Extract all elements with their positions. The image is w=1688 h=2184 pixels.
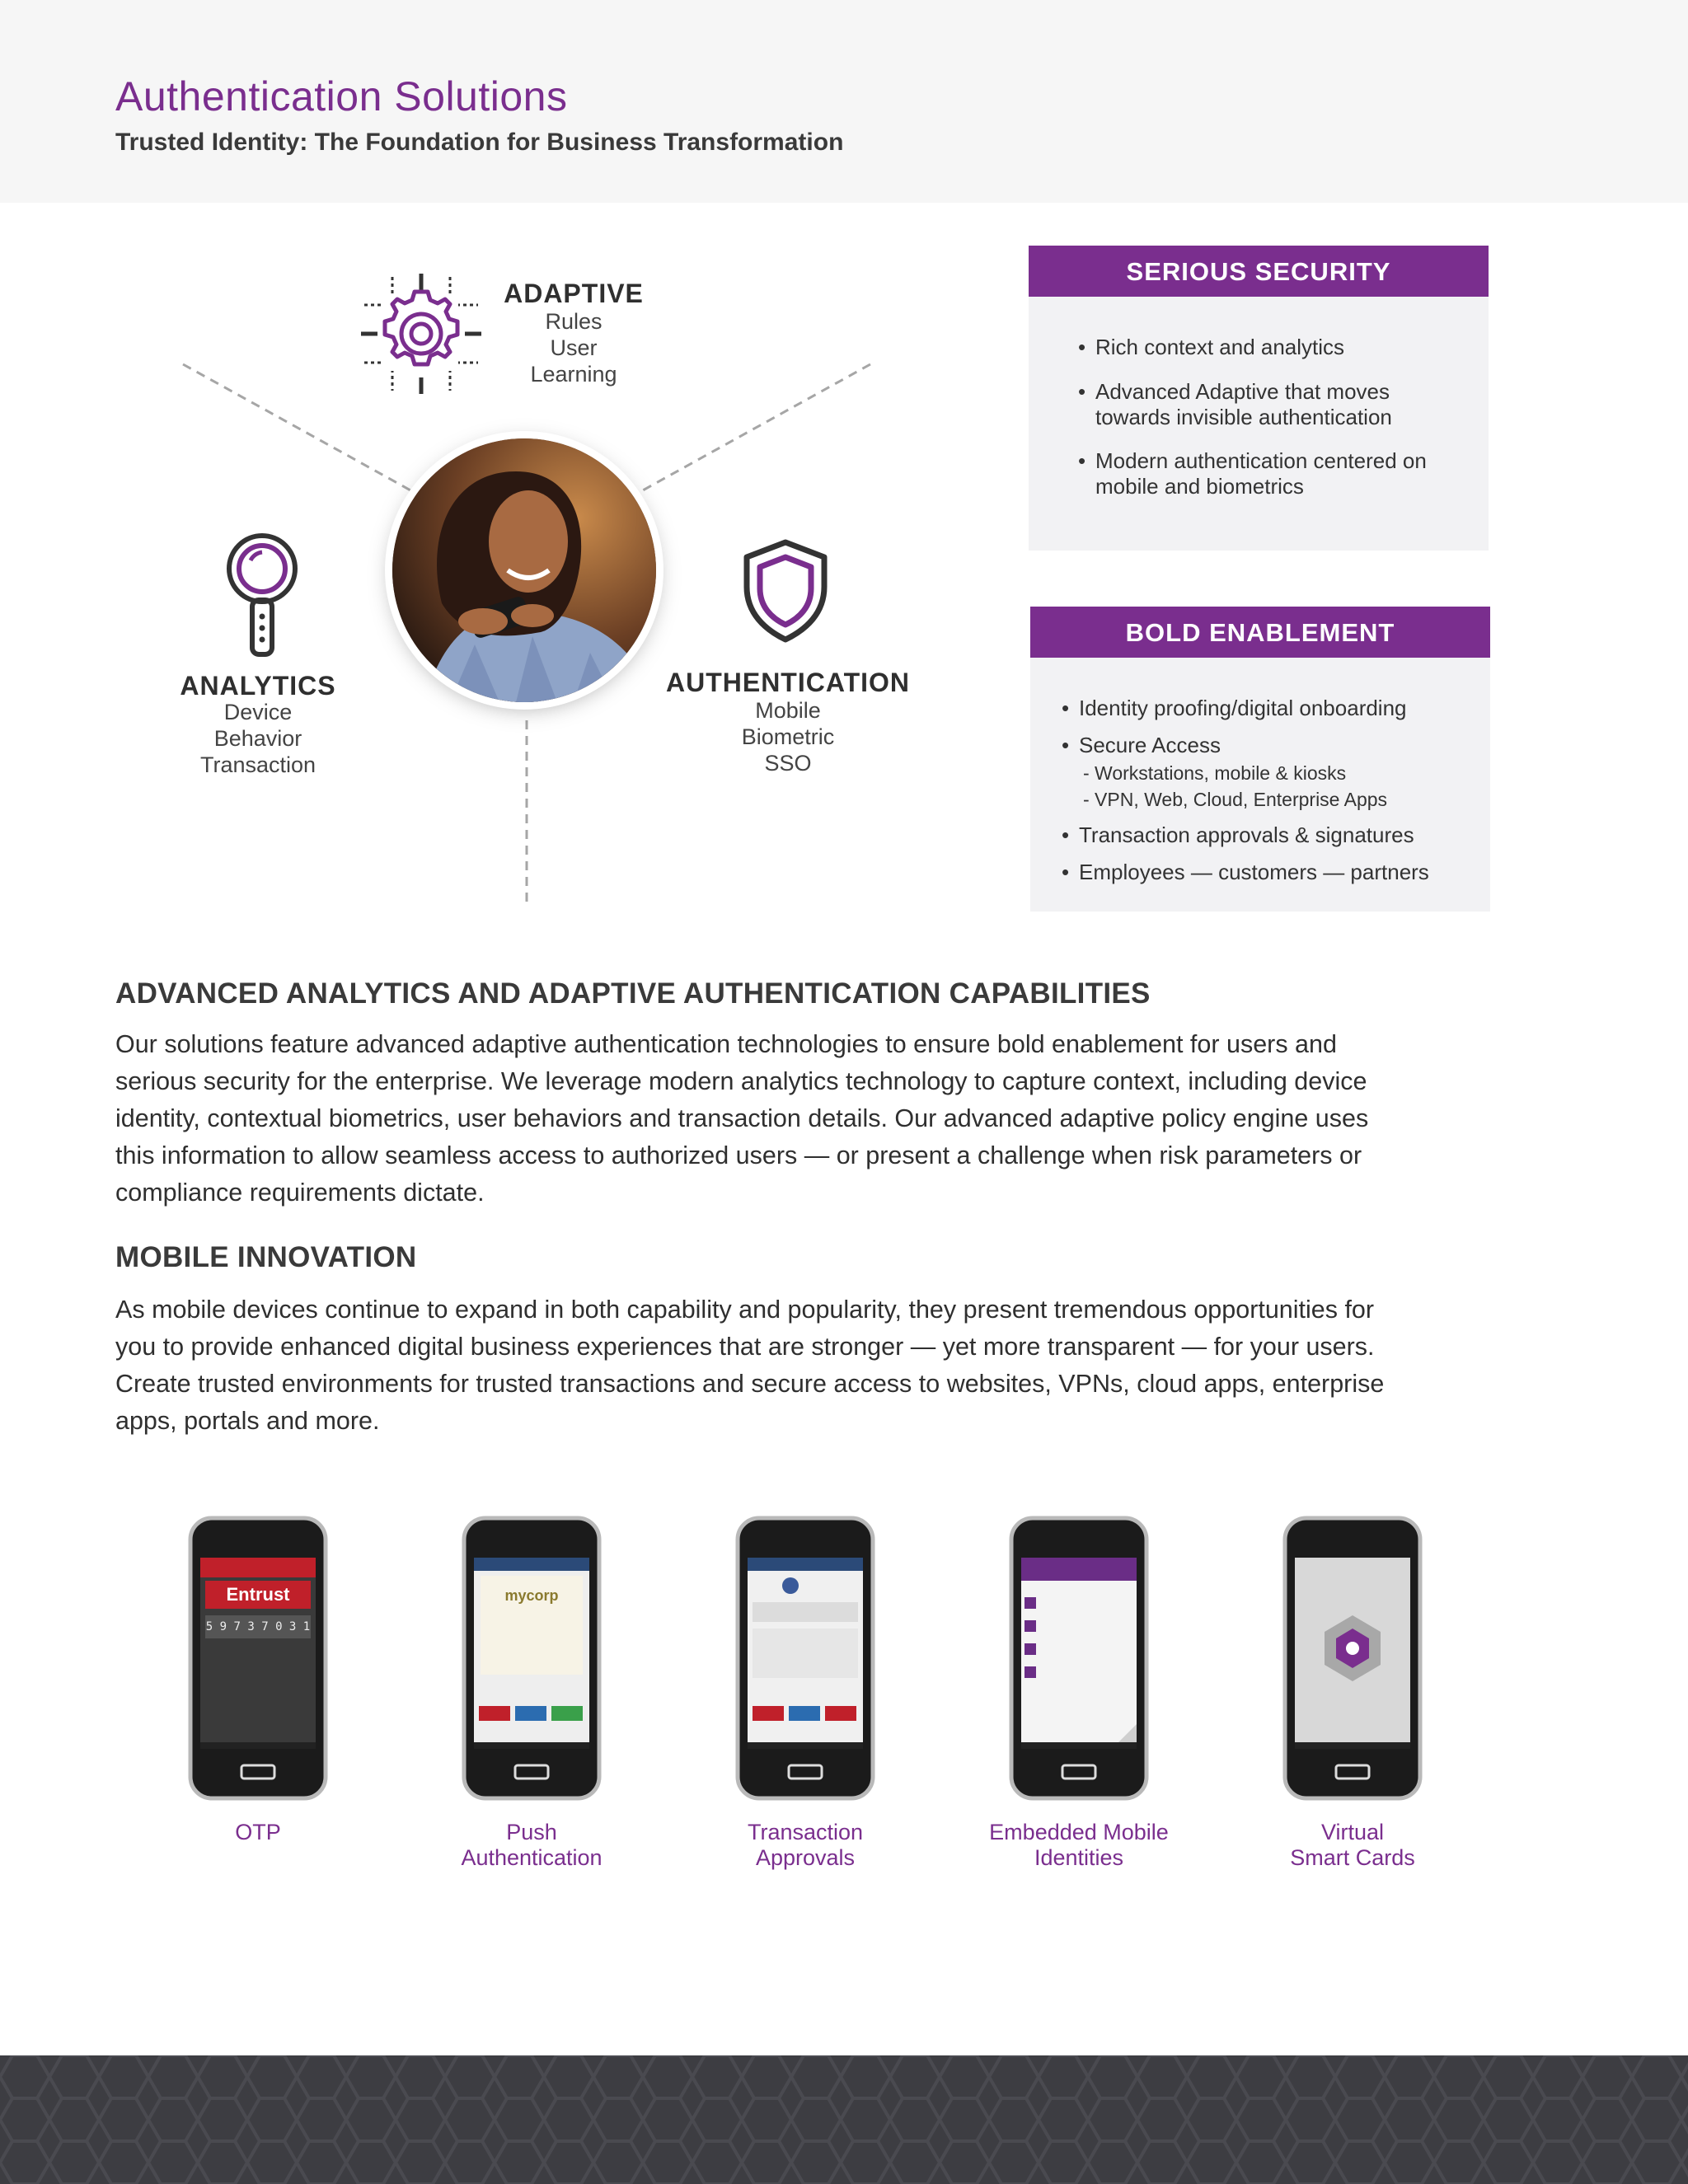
page-title: Authentication Solutions [115, 73, 568, 120]
bold-enablement-subitem: - Workstations, mobile & kiosks [1083, 762, 1347, 784]
magnifier-icon [221, 527, 303, 659]
label-line: Authentication [461, 1845, 603, 1870]
serious-security-item: towards invisible authentication [1095, 405, 1392, 429]
bold-enablement-bullet: • [1062, 860, 1070, 884]
authentication-line-biometric: Biometric [741, 724, 835, 749]
bold-enablement-card [1030, 607, 1490, 912]
authentication-line-sso: SSO [764, 751, 812, 776]
serious-security-card [1029, 246, 1489, 551]
analytics-line-transaction: Transaction [199, 752, 316, 777]
bold-enablement-bullet: • [1062, 696, 1070, 720]
label-line: Approvals [755, 1845, 856, 1870]
phone-label-transaction-approvals [682, 1820, 929, 1871]
adaptive-line-user: User [550, 335, 598, 360]
adaptive-title: ADAPTIVE [504, 279, 644, 308]
label-line: Virtual [1320, 1820, 1385, 1844]
phone-virtual-smart-cards [1270, 1500, 1435, 1813]
serious-security-bullet: • [1078, 379, 1086, 404]
otp-brand: Entrust [226, 1584, 290, 1605]
mobile-section-heading: MOBILE INNOVATION [115, 1241, 417, 1273]
bold-enablement-heading: BOLD ENABLEMENT [1030, 607, 1490, 658]
phone-push-authentication [449, 1500, 614, 1813]
label-line: Transaction [747, 1820, 864, 1844]
analytics-title: ANALYTICS [180, 671, 336, 701]
woman-with-phone-photo [392, 438, 656, 702]
serious-security-bullet: • [1078, 448, 1086, 473]
bold-enablement-subitem: - VPN, Web, Cloud, Enterprise Apps [1083, 789, 1388, 810]
bold-enablement-item: Identity proofing/digital onboarding [1079, 696, 1407, 720]
label-line: Embedded Mobile [989, 1820, 1169, 1844]
serious-security-bullet: • [1078, 335, 1086, 359]
paragraph-line: Create trusted environments for trusted transactions and secure access to websites, VPNs, cloud apps, enterprise [115, 1370, 1385, 1398]
paragraph-line: apps, portals and more. [115, 1407, 380, 1435]
bold-enablement-bullet: • [1062, 823, 1070, 847]
bold-enablement-bullet: • [1062, 733, 1070, 757]
label-line: Smart Cards [1290, 1845, 1415, 1870]
push-brand: mycorp [504, 1587, 559, 1604]
phone-label-otp [134, 1820, 382, 1845]
otp-code: 5 9 7 3 7 0 3 1 [205, 1620, 311, 1633]
authentication-line-mobile: Mobile [755, 698, 821, 723]
authentication-title: AUTHENTICATION [665, 668, 911, 697]
mobile-paragraph [115, 1291, 1566, 1440]
bold-enablement-item: Transaction approvals & signatures [1079, 823, 1414, 847]
phone-otp [176, 1500, 340, 1813]
paragraph-line: Our solutions feature advanced adaptive authentication technologies to ensure bold enablement for users and [115, 1030, 1337, 1058]
phone-transaction-approvals [723, 1500, 888, 1813]
serious-security-item: Modern authentication centered on [1095, 448, 1427, 473]
bold-enablement-item: Secure Access [1079, 733, 1221, 757]
phone-label-virtual-smart-cards [1229, 1820, 1476, 1871]
serious-security-item: mobile and biometrics [1095, 474, 1304, 499]
adaptive-line-rules: Rules [545, 309, 603, 334]
serious-security-heading: SERIOUS SECURITY [1029, 246, 1489, 297]
paragraph-line: As mobile devices continue to expand in both capability and popularity, they present tremendous opportunities for [115, 1296, 1375, 1324]
phone-label-embedded-mobile-identities [955, 1820, 1203, 1871]
analytics-line-device: Device [223, 700, 293, 724]
phone-embedded-mobile-identities [996, 1500, 1161, 1813]
label-line: OTP [235, 1820, 281, 1844]
bold-enablement-item: Employees — customers — partners [1079, 860, 1429, 884]
paragraph-line: this information to allow seamless access to authorized users — or present a challenge when risk parameters or [115, 1141, 1362, 1169]
paragraph-line: identity, contextual biometrics, user behaviors and transaction details. Our advanced adaptive policy engine uses [115, 1104, 1369, 1132]
shield-icon [742, 537, 829, 643]
phone-label-push-authentication [408, 1820, 655, 1871]
adaptive-line-learning: Learning [530, 362, 617, 387]
serious-security-item: Rich context and analytics [1095, 335, 1345, 359]
analytics-line-behavior: Behavior [213, 726, 302, 751]
analytics-paragraph [115, 1026, 1566, 1212]
label-line: Identities [1034, 1845, 1124, 1870]
analytics-section-heading: ADVANCED ANALYTICS AND ADAPTIVE AUTHENTICATION CAPABILITIES [115, 977, 1151, 1010]
page-subtitle: Trusted Identity: The Foundation for Business Transformation [115, 129, 844, 156]
footer-pattern [0, 2055, 1688, 2184]
gear-icon [359, 272, 483, 396]
paragraph-line: you to provide enhanced digital business experiences that are stronger — yet more transparent — for your users. [115, 1333, 1375, 1361]
paragraph-line: compliance requirements dictate. [115, 1179, 485, 1207]
paragraph-line: serious security for the enterprise. We leverage modern analytics technology to capture context, including device [115, 1067, 1367, 1095]
label-line: Push [506, 1820, 557, 1844]
serious-security-item: Advanced Adaptive that moves [1095, 379, 1390, 404]
